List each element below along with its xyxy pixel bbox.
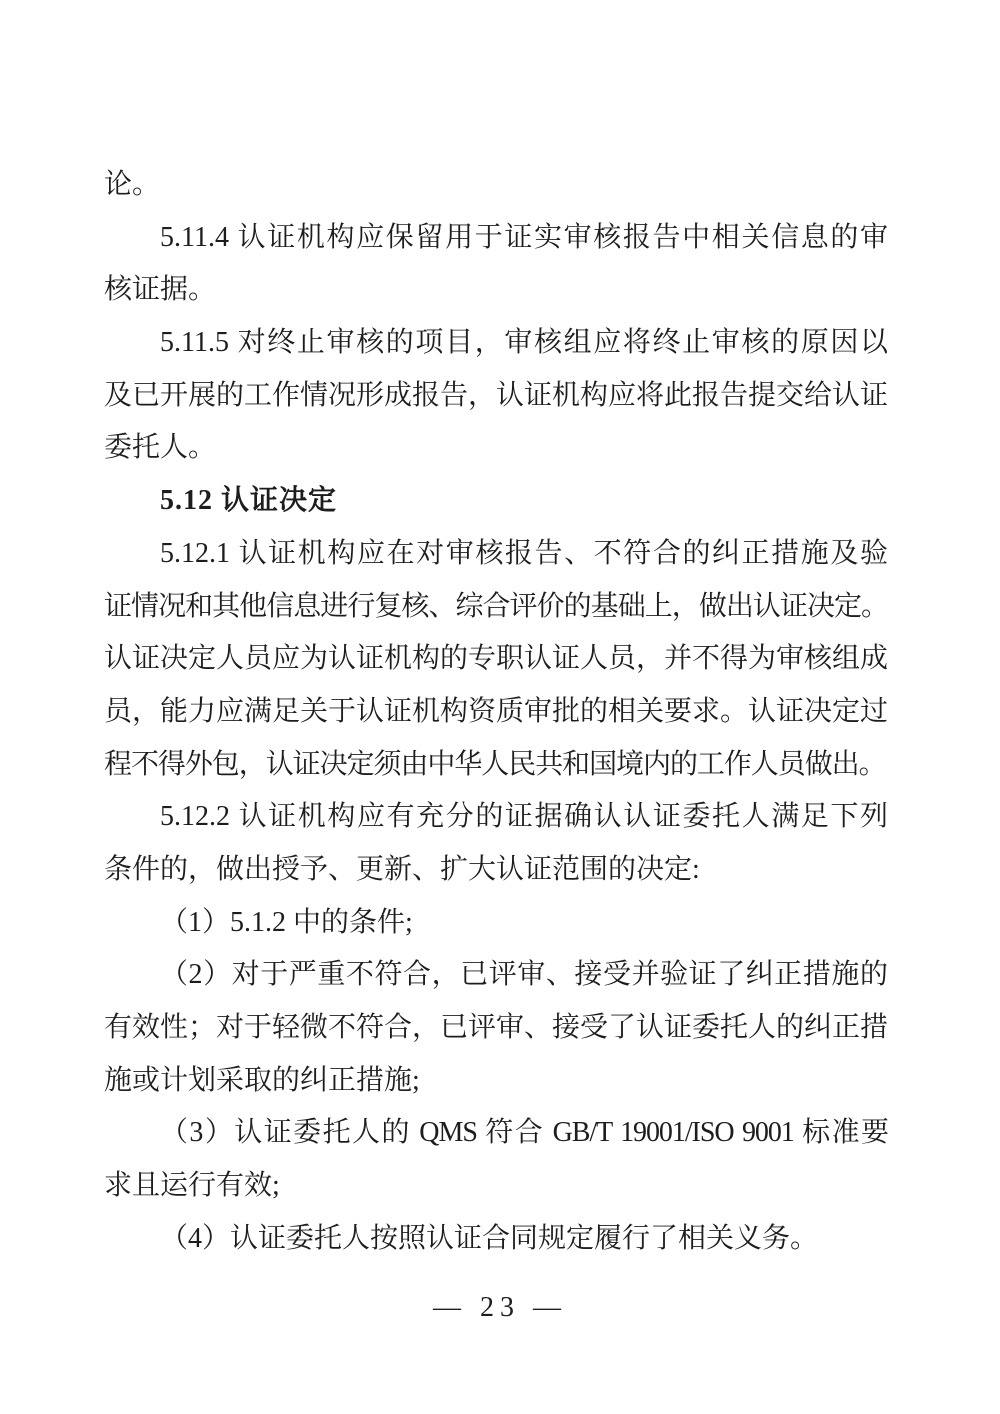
text-line: 及已开展的工作情况形成报告，认证机构应将此报告提交给认证 [104,379,888,411]
text-line: （4）认证委托人按照认证合同规定履行了相关义务。 [160,1222,819,1254]
list-item-4 [104,1213,888,1266]
text-line: （1）5.1.2 中的条件; [160,906,413,938]
text-line: 证情况和其他信息进行复核、综合评价的基础上，做出认证决定。 [104,590,888,622]
text-line: 条件的，做出授予、更新、扩大认证范围的决定: [104,853,700,885]
document-body [104,159,888,1265]
text-line: 5.12.1 认证机构应在对审核报告、不符合的纠正措施及验 [160,537,888,569]
clause-5-12-1 [104,528,888,791]
clause-5-12-2 [104,791,888,896]
text-line: （3）认证委托人的 QMS 符合 GB/T 19001/ISO 9001 标准要 [160,1117,888,1149]
text-line: 施或计划采取的纠正措施; [104,1064,420,1096]
text-line: 5.12.2 认证机构应有充分的证据确认认证委托人满足下列 [160,801,888,833]
text-line: 论。 [104,169,161,200]
list-item-2 [104,949,888,1107]
text-line: 5.11.5 对终止审核的项目，审核组应将终止审核的原因以 [160,327,888,359]
text-line: 核证据。 [104,274,217,306]
clause-5-11-4 [104,212,888,317]
section-heading-line: 5.12 认证决定 [160,485,338,517]
text-line: 委托人。 [104,432,217,464]
text-line: （2）对于严重不符合，已评审、接受并验证了纠正措施的 [160,959,888,991]
page-number: — 23 — [433,1292,567,1323]
text-line: 程不得外包，认证决定须由中华人民共和国境内的工作人员做出。 [104,748,886,780]
clause-5-11-5 [104,317,888,475]
list-item-3 [104,1107,888,1212]
text-line: 求且运行有效; [104,1170,280,1202]
list-item-1 [104,897,888,950]
paragraph-continuation [104,159,888,212]
text-line: 有效性；对于轻微不符合，已评审、接受了认证委托人的纠正措 [104,1012,888,1043]
heading-5-12 [104,475,888,528]
text-line: 认证决定人员应为认证机构的专职认证人员，并不得为审核组成 [104,643,888,675]
text-line: 5.11.4 认证机构应保留用于证实审核报告中相关信息的审 [160,221,888,253]
text-line: 员，能力应满足关于认证机构资质审批的相关要求。认证决定过 [104,695,888,727]
